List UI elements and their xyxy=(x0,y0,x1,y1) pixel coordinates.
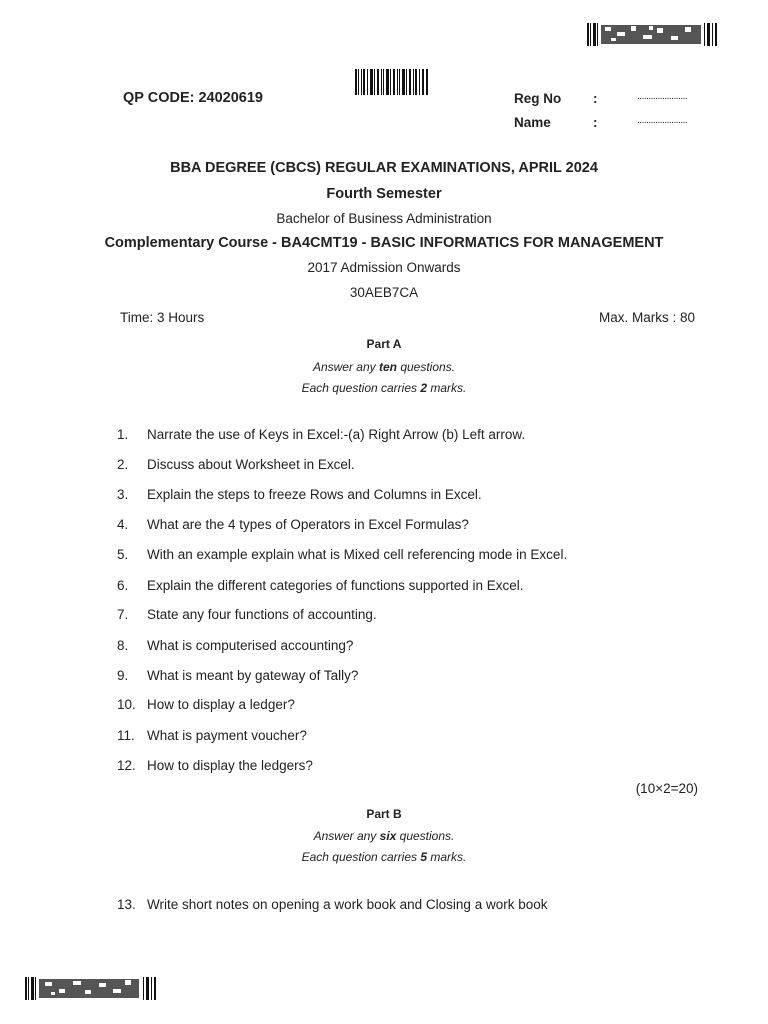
question-item xyxy=(0,578,768,596)
part-b-instruction-2: Each question carries 5 marks. xyxy=(301,850,467,864)
program-name: Bachelor of Business Administration xyxy=(276,211,492,226)
question-item xyxy=(0,728,768,746)
question-item xyxy=(0,547,768,565)
barcode-bottom-icon xyxy=(25,977,157,1000)
reg-no-label: Reg No xyxy=(514,91,562,106)
reg-no-blank: ...................... xyxy=(637,91,688,102)
max-marks: Max. Marks : 80 xyxy=(598,310,695,325)
part-b-title: Part B xyxy=(366,807,402,821)
semester-title: Fourth Semester xyxy=(326,186,442,202)
question-number: 3. xyxy=(117,487,129,502)
question-text: What is computerised accounting? xyxy=(147,638,354,653)
question-text: Explain the steps to freeze Rows and Columns in Excel. xyxy=(147,487,482,502)
question-number: 1. xyxy=(117,427,129,442)
question-item xyxy=(0,897,768,915)
question-text: What are the 4 types of Operators in Excel Formulas? xyxy=(147,517,469,532)
question-text: With an example explain what is Mixed cell referencing mode in Excel. xyxy=(147,547,568,562)
part-a-title: Part A xyxy=(366,337,402,351)
part-a-instruction-2: Each question carries 2 marks. xyxy=(301,381,467,395)
question-item xyxy=(0,758,768,776)
part-b-instruction-1: Answer any six questions. xyxy=(313,829,455,843)
question-text: Write short notes on opening a work book and Closing a work book xyxy=(147,897,548,912)
paper-code: 30AEB7CA xyxy=(349,285,419,300)
question-number: 9. xyxy=(117,668,129,683)
course-title: Complementary Course - BA4CMT19 - BASIC INFORMATICS FOR MANAGEMENT xyxy=(104,235,664,251)
qp-code: QP CODE: 24020619 xyxy=(123,90,263,106)
question-item xyxy=(0,607,768,625)
question-text: How to display the ledgers? xyxy=(147,758,313,773)
question-item xyxy=(0,638,768,656)
exam-title: BBA DEGREE (CBCS) REGULAR EXAMINATIONS, APRIL 2024 xyxy=(170,160,598,176)
question-text: Explain the different categories of functions supported in Excel. xyxy=(147,578,524,593)
question-text: Discuss about Worksheet in Excel. xyxy=(147,457,355,472)
question-text: Narrate the use of Keys in Excel:-(a) Right Arrow (b) Left arrow. xyxy=(147,427,526,442)
question-number: 11. xyxy=(117,728,135,743)
question-item xyxy=(0,668,768,686)
question-number: 4. xyxy=(117,517,129,532)
question-number: 2. xyxy=(117,457,129,472)
question-text: State any four functions of accounting. xyxy=(147,607,377,622)
barcode-mid-icon xyxy=(355,69,428,95)
name-label: Name xyxy=(514,115,551,130)
exam-time: Time: 3 Hours xyxy=(120,310,205,325)
part-a-total-marks: (10×2=20) xyxy=(635,781,698,796)
question-number: 8. xyxy=(117,638,129,653)
question-number: 5. xyxy=(117,547,129,562)
question-item xyxy=(0,517,768,535)
question-item xyxy=(0,457,768,475)
question-item xyxy=(0,487,768,505)
name-blank: ...................... xyxy=(637,115,688,126)
question-number: 6. xyxy=(117,578,129,593)
question-number: 10. xyxy=(117,697,136,712)
reg-no-colon: : xyxy=(593,91,598,106)
admission-info: 2017 Admission Onwards xyxy=(307,260,461,275)
part-a-instruction-1: Answer any ten questions. xyxy=(312,360,456,374)
question-text: What is payment voucher? xyxy=(147,728,307,743)
question-item xyxy=(0,697,768,715)
name-colon: : xyxy=(593,115,598,130)
question-text: How to display a ledger? xyxy=(147,697,295,712)
question-number: 13. xyxy=(117,897,136,912)
question-number: 12. xyxy=(117,758,136,773)
barcode-top-icon xyxy=(587,23,718,46)
question-item xyxy=(0,427,768,445)
question-number: 7. xyxy=(117,607,129,622)
question-text: What is meant by gateway of Tally? xyxy=(147,668,359,683)
